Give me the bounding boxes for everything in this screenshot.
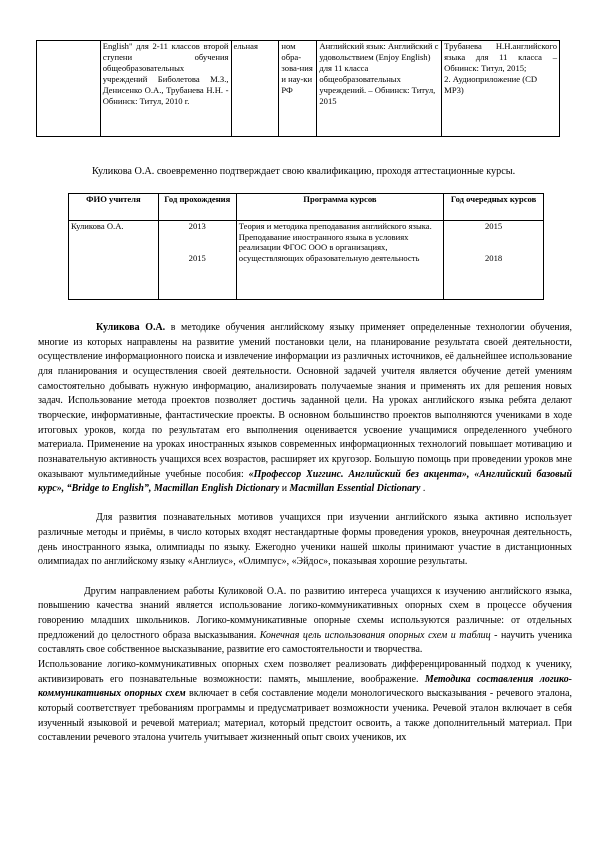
conjunction: и bbox=[279, 483, 290, 495]
next-year-value: 2015 bbox=[484, 221, 503, 231]
column-header: Год прохождения bbox=[158, 194, 236, 221]
italic-phrase: Конечная цель использования опорных схем и таблиц bbox=[259, 629, 491, 641]
table-cell: Английский язык: Английский с удовольствием (Enjoy English) для 11 класса общеобразовательных учреждений. – Обнинск: Титул, 2015 bbox=[317, 41, 442, 137]
next-year-value: 2018 bbox=[484, 252, 503, 263]
paragraph-text: включает в себя составление модели монологического высказывания - речевого эталона, который соответствует требованиям программы и предусматривает возможности ученика. Речевой эталон включает в себя изученный языковой и речевой материал; материал, который предстоит освоить, а также дополнительный материал. При составлении речевого эталона учитель учитывает жизненный опыт своих учеников, их bbox=[38, 688, 572, 744]
column-header: Год очередных курсов bbox=[444, 194, 544, 221]
column-header: ФИО учителя bbox=[69, 194, 159, 221]
paragraph: Для развития познавательных мотивов учащихся при изучении английского языка активно использует различные методы и приёмы, в число которых входят нестандартные формы проведения уроков, внеурочная деятельность, день иностранного языка, олимпиады по языку. Ежегодно ученики нашей школы принимают участие в дистанционных олимпиадах по английскому языку «Англиус», «Олимпус», «Эйдос», показывая хорошие результаты. bbox=[38, 512, 572, 568]
program-item: Преподавание иностранного языка в условиях реализации ФГОС ООО в организациях, осуществляющих образовательную деятельность bbox=[238, 231, 420, 263]
paragraph-text: в методике обучения английскому языку применяет определенные технологии обучения, многие из которых направлены на развитие умений постановки цели, на планирование результата своей деятельности, осуществление информационного поиска и извлечение информации из различных источников, её дальнейшее использование для планирования и осуществления своей деятельности. Основной задачей учителя является обучение детей умениям самостоятельно добывать нужную информацию, анализировать получаемые знания и применять их для решения новых задач. Использование метода проектов позволяет достичь заданной цели. На уроках английского языка ребята делают творческие, информативные, фантастические проекты. В основном большинство проектов выполняются учениками в ходе итоговых уроков, когда по результатам его выполнения оценивается усвоение учащимися определенного учебного материала. Применение на уроках иностранных языков современных информационных технологий повышает мотивацию и познавательную активность учащихся всех возрастов, расширяет их кругозор. Большую помощь при проведении уроков мне оказывают мультимедийные учебные пособия: bbox=[38, 322, 572, 480]
table-row bbox=[37, 41, 560, 137]
intro-text: Куликова О.А. своевременно подтверждает свою квалификацию, проходя аттестационные курсы. bbox=[92, 166, 516, 177]
year-value: 2015 bbox=[188, 252, 206, 263]
main-text bbox=[38, 321, 572, 746]
paragraph-text: Использование логико-коммуникативных опорных схем позволяет реализовать дифференцированный подход к ученику, активизировать его познавательные возможности: память, мышление, воображение. bbox=[38, 658, 572, 685]
table-cell bbox=[442, 41, 560, 137]
teacher-name: Куликова О.А. bbox=[96, 322, 166, 333]
teacher-cell: Куликова О.А. bbox=[69, 221, 159, 300]
paragraph bbox=[38, 585, 572, 658]
table-cell bbox=[37, 41, 101, 137]
table-cell: ельная bbox=[231, 41, 279, 137]
year-cell bbox=[158, 221, 236, 300]
table-header-row bbox=[69, 194, 544, 221]
table-row bbox=[69, 221, 544, 300]
paragraph-text: Другим направлением работы Куликовой О.А. по развитию интереса учащихся к изучению английского языка, повышению качества знаний является использование логико-коммуникативных опорных схем в процессе обучения говорению младших школьников. Логико-коммуникативные опорные схемы используются различные: от отдельных предложений до целостного образа высказывания. bbox=[38, 585, 572, 641]
cell-text: 2. Аудиоприложение (CD MP3) bbox=[444, 73, 538, 95]
courses-table bbox=[68, 193, 544, 300]
year-value: 2013 bbox=[188, 221, 206, 231]
table-cell: ном обра-зова-ния и нау-ки РФ bbox=[279, 41, 317, 137]
bold-italic-phrase: Методика составления логико-коммуникативных опорных схем bbox=[38, 673, 572, 700]
program-cell bbox=[236, 221, 443, 300]
literature-table bbox=[36, 40, 560, 137]
cell-text: Трубанева Н.Н.английского языка для 11 класса – Обнинск: Титул, 2015; bbox=[444, 41, 557, 73]
paragraph-text: - научить ученика составлять свое собственное высказывание, развитие его самостоятельности и творчества. bbox=[38, 629, 572, 656]
column-header: Программа курсов bbox=[236, 194, 443, 221]
next-year-cell bbox=[444, 221, 544, 300]
resource-list: «Профессор Хиггинс. Английский без акцента», «Английский базовый курс», “Bridge to English”, Macmillan English Dictionary bbox=[38, 468, 572, 495]
paragraph bbox=[38, 658, 572, 746]
paragraph bbox=[38, 321, 572, 497]
resource-last: Macmillan Essential Dictionary bbox=[289, 483, 421, 495]
program-item: Теория и методика преподавания английского языка. bbox=[238, 221, 432, 231]
paragraph-end: . bbox=[420, 483, 426, 495]
table-cell: English" для 2-11 классов второй ступени обучения общеобразовательных учреждений Биболетова М.З., Денисенко О.А., Трубанева Н.Н. - Обнинск: Титул, 2010 г. bbox=[100, 41, 231, 137]
